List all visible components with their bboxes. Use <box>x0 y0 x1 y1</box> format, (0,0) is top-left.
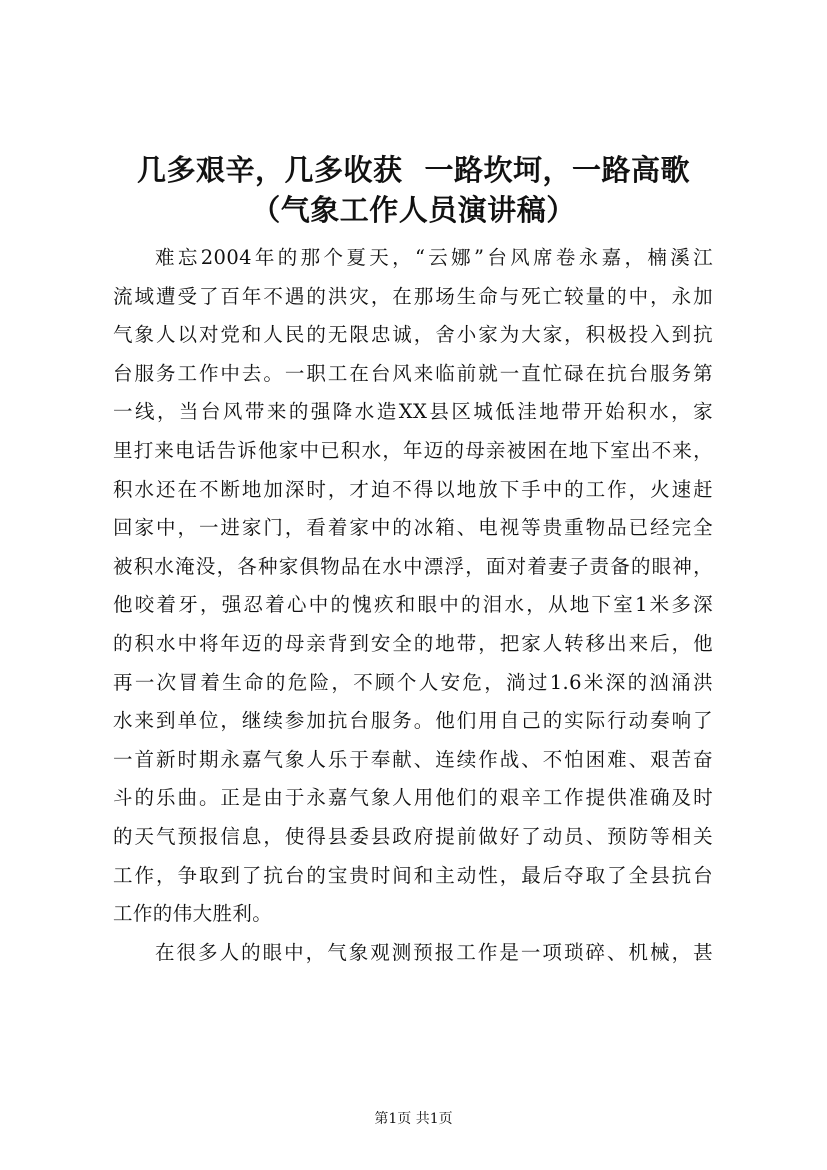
page-footer: 第1页 共1页 <box>374 1111 453 1127</box>
text-line: 他咬着牙，强忍着心中的愧疚和眼中的泪水，从地下室1米多深 <box>113 593 713 617</box>
text-line: 一线，当台风带来的强降水造XX县区城低洼地带开始积水，家 <box>113 400 713 424</box>
text-line: 再一次冒着生命的危险，不顾个人安危，淌过1.6米深的汹涌洪 <box>113 670 713 694</box>
text-line: 台服务工作中去。一职工在台风来临前就一直忙碌在抗台服务第 <box>113 361 713 385</box>
text-line: 被积水淹没，各种家俱物品在水中漂浮，面对着妻子责备的眼神， <box>113 554 713 578</box>
text-line: 流域遭受了百年不遇的洪灾，在那场生命与死亡较量的中，永加 <box>113 284 713 308</box>
title-part-1: 几多艰辛，几多收获 <box>136 153 403 187</box>
document-subtitle: （气象工作人员演讲稿） <box>251 193 576 227</box>
text-line: 在很多人的眼中，气象观测预报工作是一项琐碎、机械，甚 <box>155 940 713 964</box>
text-line: 的天气预报信息，使得县委县政府提前做好了动员、预防等相关 <box>113 824 713 848</box>
document-title <box>0 150 827 190</box>
text-line: 一首新时期永嘉气象人乐于奉献、连续作战、不怕困难、艰苦奋 <box>113 747 713 771</box>
document-body <box>113 239 713 972</box>
text-line: 水来到单位，继续参加抗台服务。他们用自己的实际行动奏响了 <box>113 709 713 733</box>
text-line: 回家中，一进家门，看着家中的冰箱、电视等贵重物品已经完全 <box>113 516 713 540</box>
title-part-2: 一路坎坷，一路高歌 <box>424 153 691 187</box>
text-line: 工作的伟大胜利。 <box>113 902 273 926</box>
text-line: 难忘2004年的那个夏天，“云娜”台风席卷永嘉，楠溪江 <box>155 246 713 269</box>
text-line: 里打来电话告诉他家中已积水，年迈的母亲被困在地下室出不来， <box>113 438 713 462</box>
text-line: 积水还在不断地加深时，才迫不得以地放下手中的工作，火速赶 <box>113 477 713 501</box>
text-line: 气象人以对党和人民的无限忠诚，舍小家为大家，积极投入到抗 <box>113 323 713 347</box>
text-line: 斗的乐曲。正是由于永嘉气象人用他们的艰辛工作提供准确及时 <box>113 786 713 810</box>
text-line: 工作，争取到了抗台的宝贵时间和主动性，最后夺取了全县抗台 <box>113 863 713 887</box>
text-line: 的积水中将年迈的母亲背到安全的地带，把家人转移出来后，他 <box>113 631 713 655</box>
